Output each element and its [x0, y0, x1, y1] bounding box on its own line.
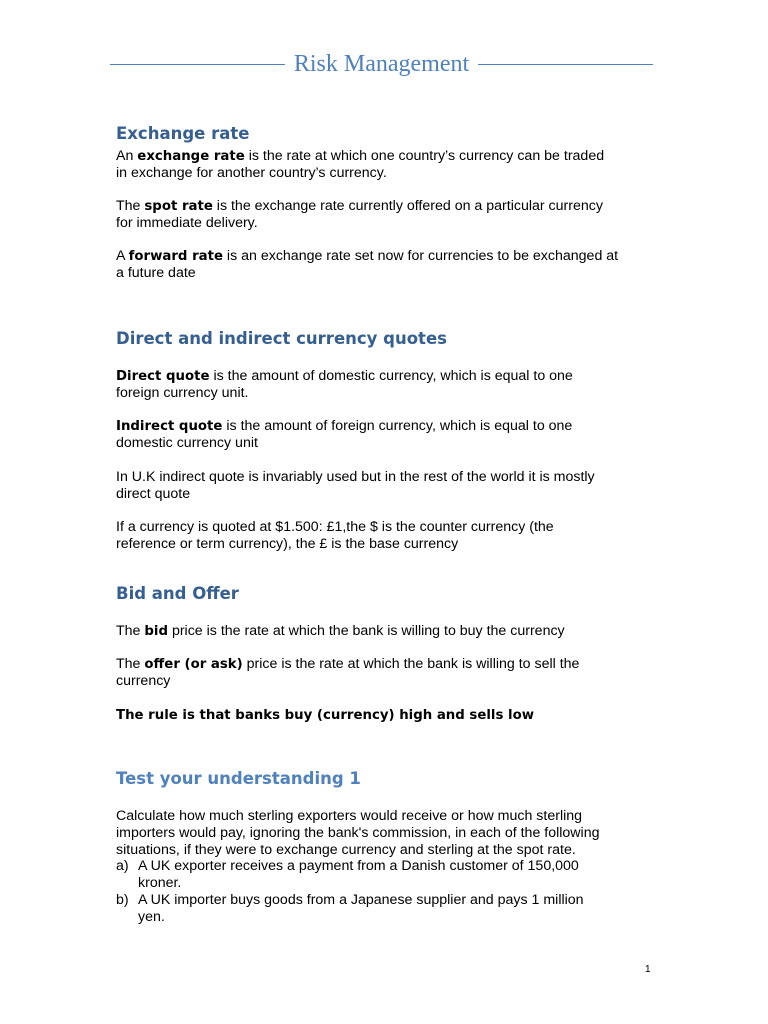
term-forward-rate: forward rate — [128, 249, 223, 264]
paragraph-test-intro: Calculate how much sterling exporters would receive or how much sterling importers would pay, ignoring the bank's commission, in each of the following situations, if they were to exchange currency and sterling at the spot rate. — [116, 808, 600, 858]
heading-currency-quotes: Direct and indirect currency quotes — [116, 329, 447, 348]
paragraph-bank-rule: The rule is that banks buy (currency) high and sells low — [116, 708, 534, 723]
header-rule-left — [110, 64, 285, 65]
term-spot-rate: spot rate — [144, 199, 213, 214]
paragraph-indirect-quote: Indirect quote is the amount of foreign currency, which is equal to one domestic currency unit — [116, 418, 573, 451]
paragraph-offer: The offer (or ask) price is the rate at which the bank is willing to sell the currency — [116, 656, 580, 689]
heading-test-understanding: Test your understanding 1 — [116, 769, 361, 788]
list-item-text: A UK exporter receives a payment from a Danish customer of 150,000 kroner. — [138, 858, 579, 891]
paragraph-quote-example: If a currency is quoted at $1.500: £1,the $ is the counter currency (the reference or term currency), the £ is the base currency — [116, 519, 554, 552]
term-exchange-rate: exchange rate — [137, 149, 245, 164]
paragraph-bid: The bid price is the rate at which the bank is willing to buy the currency — [116, 623, 565, 639]
paragraph-exchange-rate: An exchange rate is the rate at which one country’s currency can be traded in exchange for another country’s currency. — [116, 148, 605, 181]
page-number: 1 — [645, 964, 651, 975]
term-indirect-quote: Indirect quote — [116, 419, 223, 434]
list-item-text: A UK importer buys goods from a Japanese supplier and pays 1 million yen. — [138, 892, 584, 925]
list-item — [116, 858, 661, 892]
term-offer: offer (or ask) — [144, 657, 243, 672]
heading-bid-offer: Bid and Offer — [116, 584, 239, 603]
page-title: Risk Management — [293, 51, 470, 77]
paragraph-forward-rate: A forward rate is an exchange rate set now for currencies to be exchanged at a future date — [116, 248, 619, 281]
term-bid: bid — [144, 624, 168, 639]
heading-exchange-rate: Exchange rate — [116, 124, 250, 143]
paragraph-spot-rate: The spot rate is the exchange rate currently offered on a particular currency for immediate delivery. — [116, 198, 603, 231]
list-item — [116, 892, 661, 926]
list-marker: a) — [116, 858, 129, 874]
list-marker: b) — [116, 892, 129, 908]
paragraph-uk-quote: In U.K indirect quote is invariably used but in the rest of the world it is mostly direct quote — [116, 469, 595, 502]
header-rule-right — [478, 64, 653, 65]
page-header — [110, 48, 653, 80]
term-direct-quote: Direct quote — [116, 369, 210, 384]
paragraph-direct-quote: Direct quote is the amount of domestic currency, which is equal to one foreign currency unit. — [116, 368, 573, 401]
